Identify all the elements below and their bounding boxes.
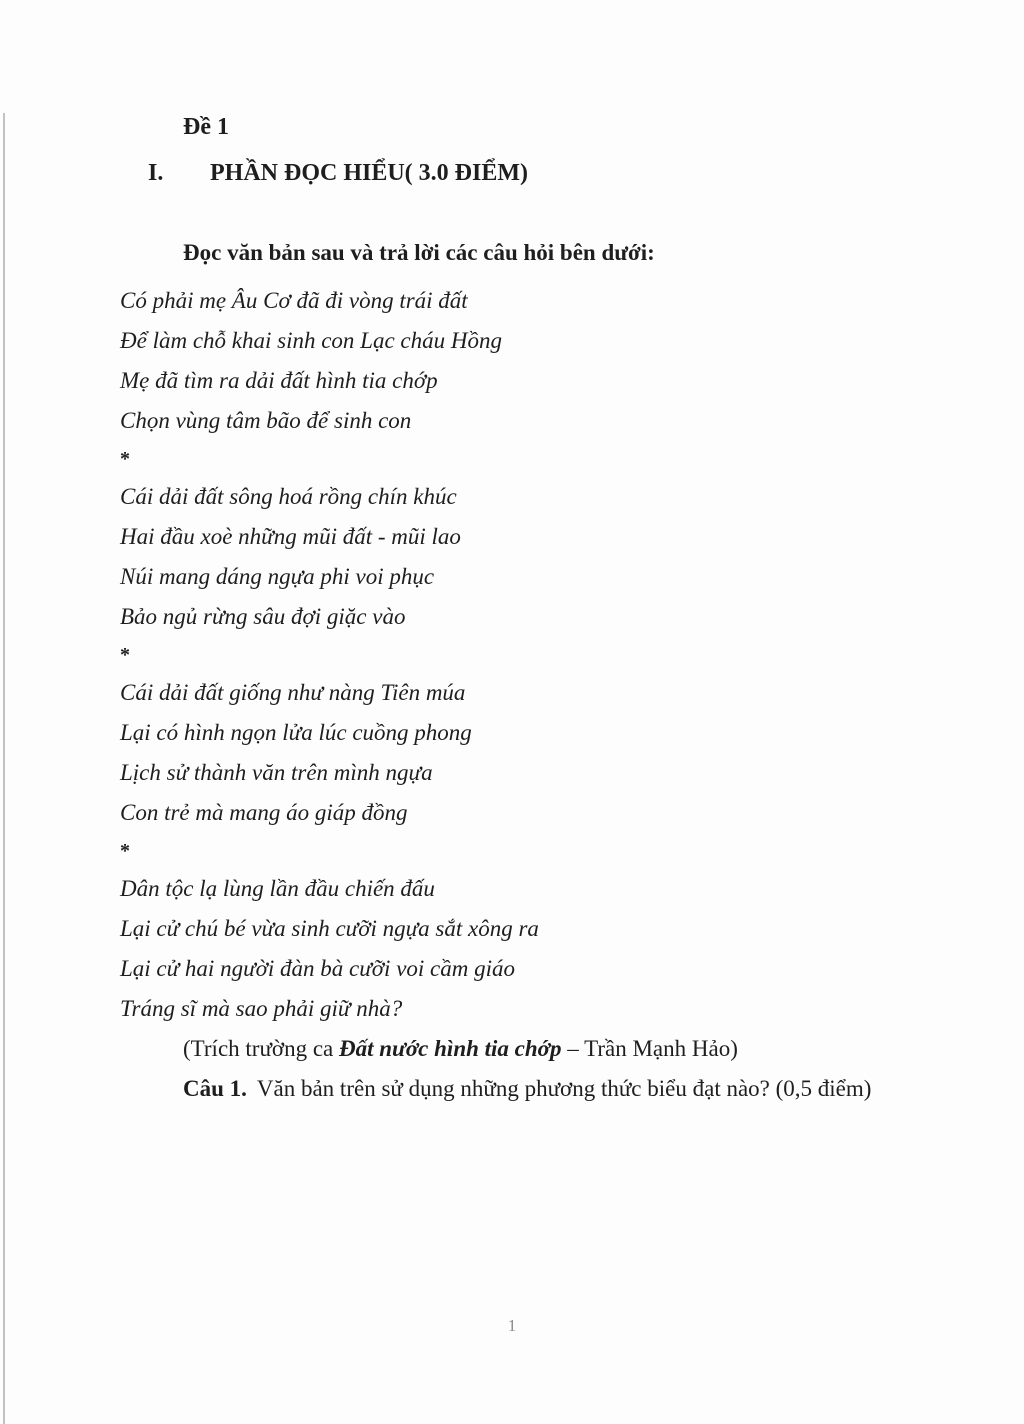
poem-line: Lịch sử thành văn trên mình ngựa — [120, 760, 433, 785]
page-number: 1 — [507, 1316, 517, 1335]
question-1 — [183, 1069, 1024, 1109]
reading-instruction: Đọc văn bản sau và trả lời các câu hỏi bên dưới: — [183, 240, 655, 265]
poem-line: Bảo ngủ rừng sâu đợi giặc vào — [120, 604, 406, 629]
scan-edge-line — [3, 113, 5, 1424]
poem-line: Tráng sĩ mà sao phải giữ nhà? — [120, 996, 403, 1021]
poem-line: Núi mang dáng ngựa phi voi phục — [120, 564, 435, 589]
poem-line: Chọn vùng tâm bão để sinh con — [120, 408, 412, 433]
section-heading — [148, 158, 1024, 188]
poem-line: Dân tộc lạ lùng lần đầu chiến đấu — [120, 876, 435, 901]
poem-line: Có phải mẹ Âu Cơ đã đi vòng trái đất — [120, 288, 468, 313]
poem-line: Mẹ đã tìm ra dải đất hình tia chớp — [120, 368, 438, 393]
poem-line: Cái dải đất sông hoá rồng chín khúc — [120, 484, 457, 509]
poem-line: Lại có hình ngọn lửa lúc cuồng phong — [120, 720, 472, 745]
poem-line: Hai đầu xoè những mũi đất - mũi lao — [120, 524, 461, 549]
question-1-label: Câu 1. — [183, 1076, 247, 1101]
poem-citation — [183, 1029, 1024, 1069]
citation-suffix: – Trần Mạnh Hảo) — [561, 1036, 738, 1061]
poem-line: Lại cử chú bé vừa sinh cưỡi ngựa sắt xông ra — [120, 916, 539, 941]
stanza-separator: * — [120, 448, 130, 470]
exam-title: Đề 1 — [183, 114, 229, 140]
poem-line: Lại cử hai người đàn bà cưỡi voi cầm giáo — [120, 956, 516, 981]
document-page — [0, 113, 1024, 1335]
section-numeral: I. — [148, 160, 164, 186]
stanza-separator: * — [120, 840, 130, 862]
stanza-separator: * — [120, 644, 130, 666]
section-title: PHẦN ĐỌC HIỂU( 3.0 ĐIỂM) — [210, 160, 528, 186]
poem-line: Con trẻ mà mang áo giáp đồng — [120, 800, 408, 825]
work-title: Đất nước hình tia chớp — [339, 1036, 562, 1061]
poem-line: Để làm chỗ khai sinh con Lạc cháu Hồng — [120, 328, 502, 353]
poem-line: Cái dải đất giống như nàng Tiên múa — [120, 680, 466, 705]
poem — [120, 281, 1024, 1029]
question-1-text: Văn bản trên sử dụng những phương thức biểu đạt nào? (0,5 điểm) — [256, 1076, 872, 1101]
citation-prefix: (Trích trường ca — [183, 1036, 340, 1061]
